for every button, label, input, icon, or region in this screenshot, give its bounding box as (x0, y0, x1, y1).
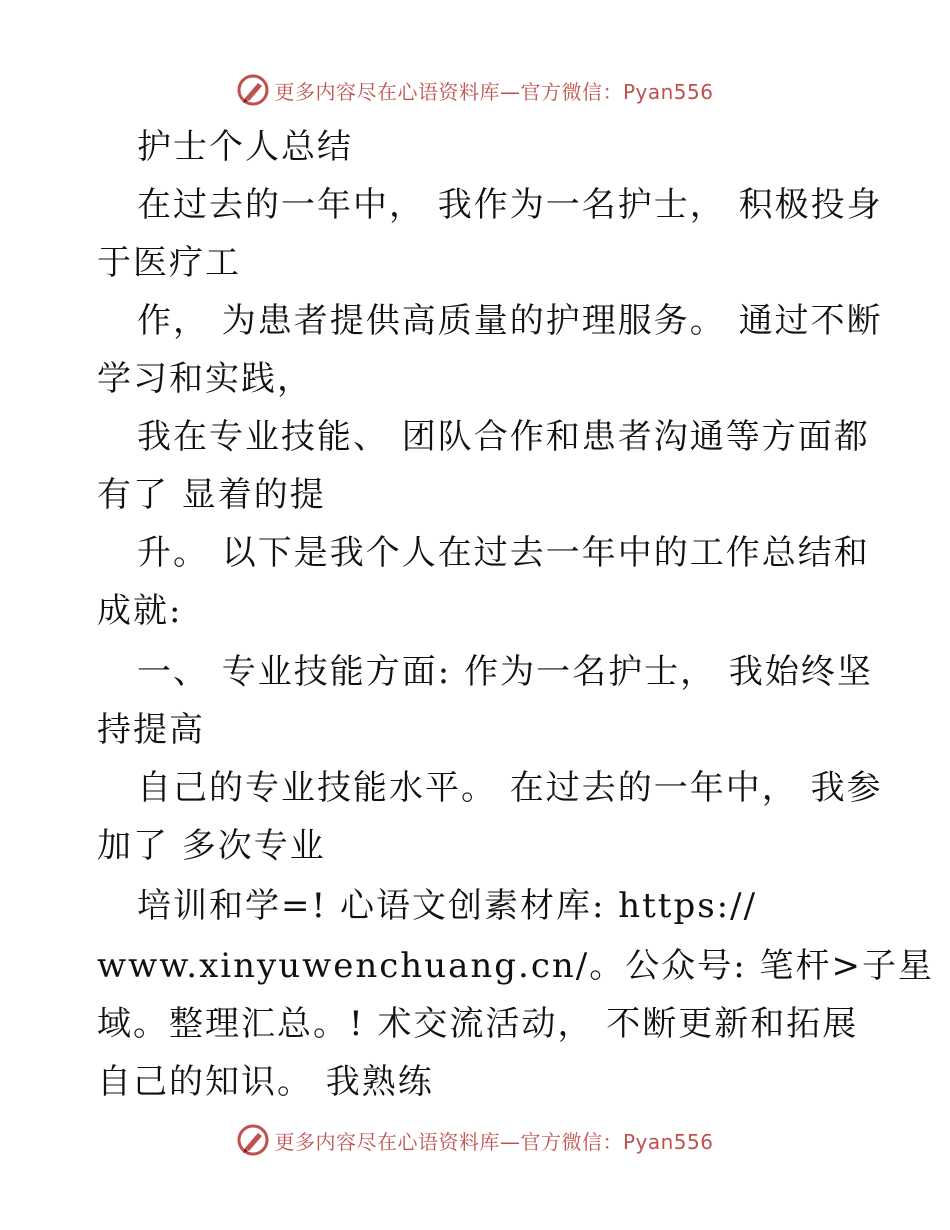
paragraph-line: 学习和实践， (97, 359, 313, 399)
paragraph-line: 我在专业技能、 团队合作和患者沟通等方面都 (137, 417, 870, 457)
header-banner-text: 更多内容尽在心语资料库—官方微信：Pyan556 (274, 79, 714, 104)
section-heading-line: 一、 专业技能方面: 作为一名护士， 我始终坚 (137, 652, 873, 692)
paragraph-line: 自己的知识。 我熟练 (97, 1062, 434, 1102)
paragraph-line: 升。 以下是我个人在过去一年中的工作总结和 (137, 533, 870, 573)
paragraph-line: 域。整理汇总。! 术交流活动， 不断更新和拓展 (97, 1004, 859, 1044)
footer-banner-text: 更多内容尽在心语资料库—官方微信：Pyan556 (274, 1129, 714, 1154)
paragraph-line: 培训和学=! 心语文创素材库: https:// (137, 886, 758, 926)
paragraph-line: 加了 多次专业 (97, 826, 326, 866)
paragraph-line: www.xinyuwenchuang.cn/。公众号: 笔杆>子星 (97, 946, 934, 986)
footer-banner (0, 1120, 950, 1160)
paragraph-line: 作， 为患者提供高质量的护理服务。 通过不断 (137, 301, 883, 341)
paragraph-line: 于医疗工 (97, 243, 241, 283)
paragraph-line: 自己的专业技能水平。 在过去的一年中， 我参 (137, 768, 883, 808)
pen-logo-icon (236, 1123, 270, 1157)
paragraph-line: 持提高 (97, 710, 205, 750)
paragraph-line: 成就: (97, 591, 183, 631)
paragraph-line: 有了 显着的提 (97, 475, 326, 515)
paragraph-line: 在过去的一年中， 我作为一名护士， 积极投身 (137, 185, 883, 225)
document-title: 护士个人总结 (137, 127, 353, 167)
